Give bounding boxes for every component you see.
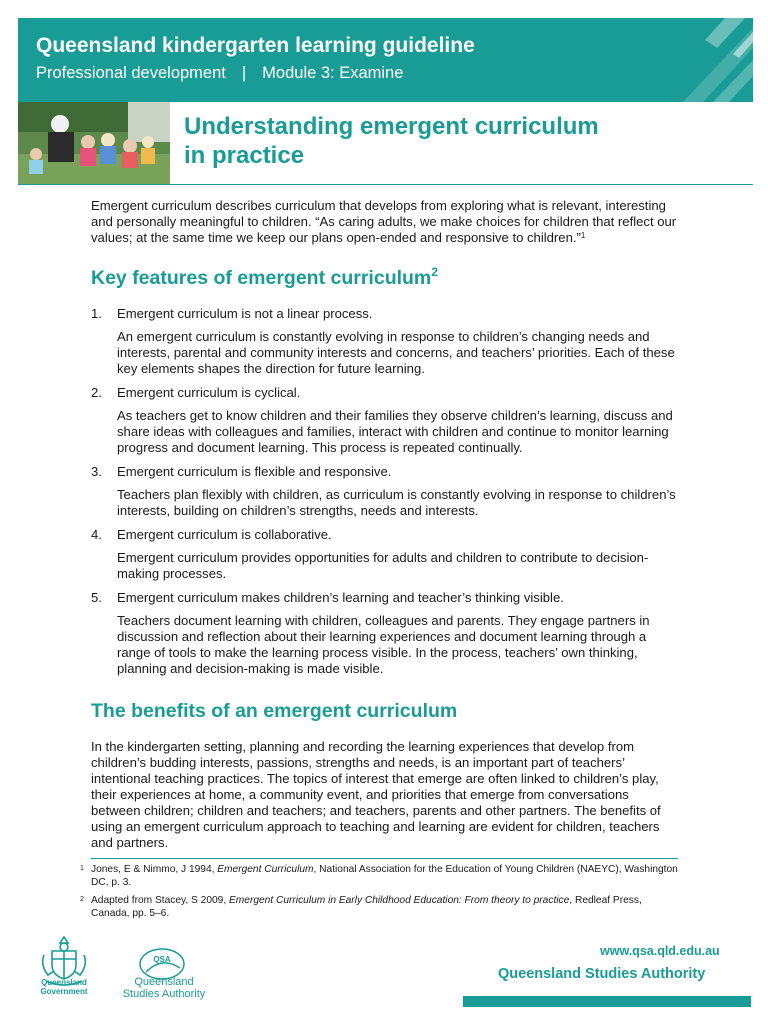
feature-number: 4. (91, 527, 102, 542)
footnote-text: , National Association for the Education of Young Children (NAEYC), Washington DC, p. 3. (91, 864, 678, 888)
feature-heading: Emergent curriculum makes children’s learning and teacher’s thinking visible. (117, 590, 564, 605)
key-features-list (91, 306, 677, 677)
page-title (184, 112, 599, 170)
feature-item-3 (91, 464, 677, 519)
feature-heading: Emergent curriculum is collaborative. (117, 527, 332, 542)
feature-body: Teachers plan flexibly with children, as curriculum is constantly evolving in response to children’s interests, building on children’s strengths, needs and interests. (117, 487, 676, 518)
header-subtitle-left: Professional development (36, 64, 226, 82)
website-link[interactable]: www.qsa.qld.edu.au (600, 944, 720, 958)
feature-heading: Emergent curriculum is flexible and responsive. (117, 464, 392, 479)
qg-logo-line2: Government (40, 987, 88, 996)
queensland-government-logo-text (30, 978, 98, 996)
feature-heading: Emergent curriculum is cyclical. (117, 385, 301, 400)
footnote-divider (91, 858, 678, 859)
feature-item-2 (91, 385, 677, 456)
feature-number: 1. (91, 306, 102, 321)
footnote-text: , Redleaf Press, Canada, pp. 5–6. (91, 895, 642, 919)
feature-number: 2. (91, 385, 102, 400)
benefits-paragraph: In the kindergarten setting, planning and recording the learning experiences that develop from children’s budding interests, passions, strengths and needs, is an important part of teachers’ intentional teaching practices. The topics of interest that emerge are often linked to children’s play, their experiences at home, a community event, and priorities that emerge from conversations between children; children and teachers; and teachers, parents and other partners. The benefits of using an emergent curriculum approach to teaching and learning are evident for children, teachers and partners. (91, 739, 661, 850)
page-title-line2: in practice (184, 142, 305, 169)
footnote-text: Jones, E & Nimmo, J 1994, (91, 864, 218, 875)
decorative-stripes (613, 18, 753, 102)
footnote-number: 1 (80, 865, 84, 872)
qg-logo-line1: Queensland (41, 978, 87, 987)
header-subtitle-right: Module 3: Examine (262, 64, 404, 82)
feature-body: As teachers get to know children and their families they observe children’s learning, discuss and share ideas with colleagues and families, interact with children and continue to monitor learning progress and document learning. This process is repeated continually. (117, 408, 673, 455)
key-features-heading-text: Key features of emergent curriculum (91, 267, 432, 289)
footnote-text: Adapted from Stacey, S 2009, (91, 895, 229, 906)
feature-item-1 (91, 306, 677, 377)
feature-body: Teachers document learning with children, colleagues and parents. They engage partners in discussion and reflection about their learning experiences and document learning through a range of tools to make the learning process visible. In the process, teachers’ own thinking, planning and decision-making is made visible. (117, 613, 650, 676)
footnote-1 (80, 864, 680, 889)
header-subtitle (36, 64, 403, 83)
feature-item-4 (91, 527, 677, 582)
key-features-heading (91, 266, 677, 290)
footnote-ref-2: 2 (431, 265, 438, 279)
page-title-line1: Understanding emergent curriculum (184, 113, 599, 140)
main-content (91, 198, 677, 851)
feature-body: An emergent curriculum is constantly evolving in response to children’s changing needs and interests, parental and community interests and concerns, and teachers’ priorities. Each of these key elements shapes the direction for future learning. (117, 329, 675, 376)
feature-item-5 (91, 590, 677, 677)
feature-heading: Emergent curriculum is not a linear process. (117, 306, 373, 321)
qsa-logo-text (114, 976, 214, 1000)
footnote-number: 2 (80, 896, 84, 903)
intro-text: Emergent curriculum describes curriculum that develops from exploring what is relevant, interesting and personally meaningful to children. “As caring adults, we make choices for children that reflect our values; at the same time we keep our plans open-ended and responsive to children.” (91, 198, 677, 245)
footnote-ref-1: 1 (580, 231, 586, 240)
footnote-2 (80, 895, 680, 920)
qsa-logo-line2: Studies Authority (122, 988, 206, 1000)
organisation-name: Queensland Studies Authority (498, 966, 706, 982)
title-divider (18, 184, 753, 185)
footnote-title: Emergent Curriculum in Early Childhood Education: From theory to practice (229, 895, 570, 906)
header-title: Queensland kindergarten learning guideline (36, 34, 475, 57)
footnote-title: Emergent Curriculum (217, 864, 314, 875)
footnotes (80, 864, 680, 926)
children-outdoor-photo (18, 102, 170, 184)
header-separator: | (241, 64, 247, 82)
intro-paragraph (91, 198, 677, 246)
qsa-logo-line1: Queensland (134, 976, 194, 988)
footer-bar (463, 996, 751, 1007)
header-banner (18, 18, 753, 102)
feature-number: 5. (91, 590, 102, 605)
benefits-heading: The benefits of an emergent curriculum (91, 700, 458, 722)
feature-body: Emergent curriculum provides opportunities for adults and children to contribute to decision-making processes. (117, 550, 649, 581)
feature-number: 3. (91, 464, 102, 479)
qsa-logo-badge: QSA (153, 955, 171, 964)
